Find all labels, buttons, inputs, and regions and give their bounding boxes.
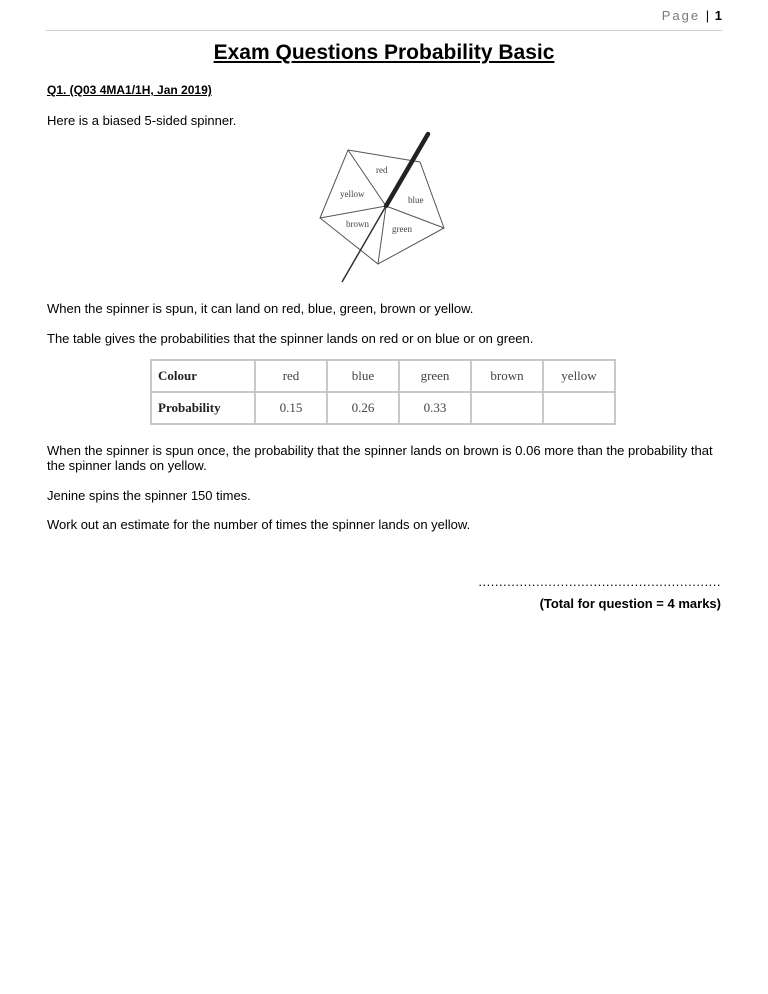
spinner-pointer-tail — [342, 206, 386, 282]
colour-cell: red — [255, 360, 327, 392]
page-number: 1 — [714, 8, 722, 23]
colour-header: Colour — [151, 360, 255, 392]
colour-cell: green — [399, 360, 471, 392]
probability-cell: 0.26 — [327, 392, 399, 424]
spinner-label-yellow: yellow — [340, 189, 365, 199]
probability-cell-brown[interactable] — [471, 392, 543, 424]
spinner-label-blue: blue — [408, 195, 424, 205]
table-row-probability — [151, 392, 615, 424]
colour-cell: brown — [471, 360, 543, 392]
spinner-diagram — [316, 130, 452, 286]
header-divider — [46, 30, 722, 31]
total-marks: (Total for question = 4 marks) — [539, 596, 721, 611]
page-title: Exam Questions Probability Basic — [213, 41, 555, 64]
colour-cell: yellow — [543, 360, 615, 392]
land-text: When the spinner is spun, it can land on red, blue, green, brown or yellow. — [47, 301, 474, 316]
probability-header: Probability — [151, 392, 255, 424]
question-intro: Here is a biased 5-sided spinner. — [47, 113, 237, 128]
probability-cell-yellow[interactable] — [543, 392, 615, 424]
probability-table — [150, 359, 616, 425]
colour-cell: blue — [327, 360, 399, 392]
spinner-label-brown: brown — [346, 219, 369, 229]
answer-line[interactable]: ........................................................... — [478, 574, 721, 589]
page-word: Page — [661, 8, 701, 23]
page-number-label: Page | 1 — [661, 8, 722, 23]
table-row-colour — [151, 360, 615, 392]
spinner-divider — [378, 206, 386, 264]
question-heading: Q1. (Q03 4MA1/1H, Jan 2019) — [47, 83, 212, 97]
spinner-divider — [320, 206, 386, 218]
spinner-label-red: red — [376, 165, 388, 175]
probability-cell: 0.33 — [399, 392, 471, 424]
spins-text: Jenine spins the spinner 150 times. — [47, 488, 251, 503]
table-intro: The table gives the probabilities that the spinner lands on red or on blue or on green. — [47, 331, 534, 346]
spinner-label-green: green — [392, 224, 412, 234]
task-text: Work out an estimate for the number of times the spinner lands on yellow. — [47, 517, 471, 532]
probability-cell: 0.15 — [255, 392, 327, 424]
condition-text: When the spinner is spun once, the probability that the spinner lands on brown is 0.06 more than the probability that the spinner lands on yellow. — [47, 443, 713, 473]
